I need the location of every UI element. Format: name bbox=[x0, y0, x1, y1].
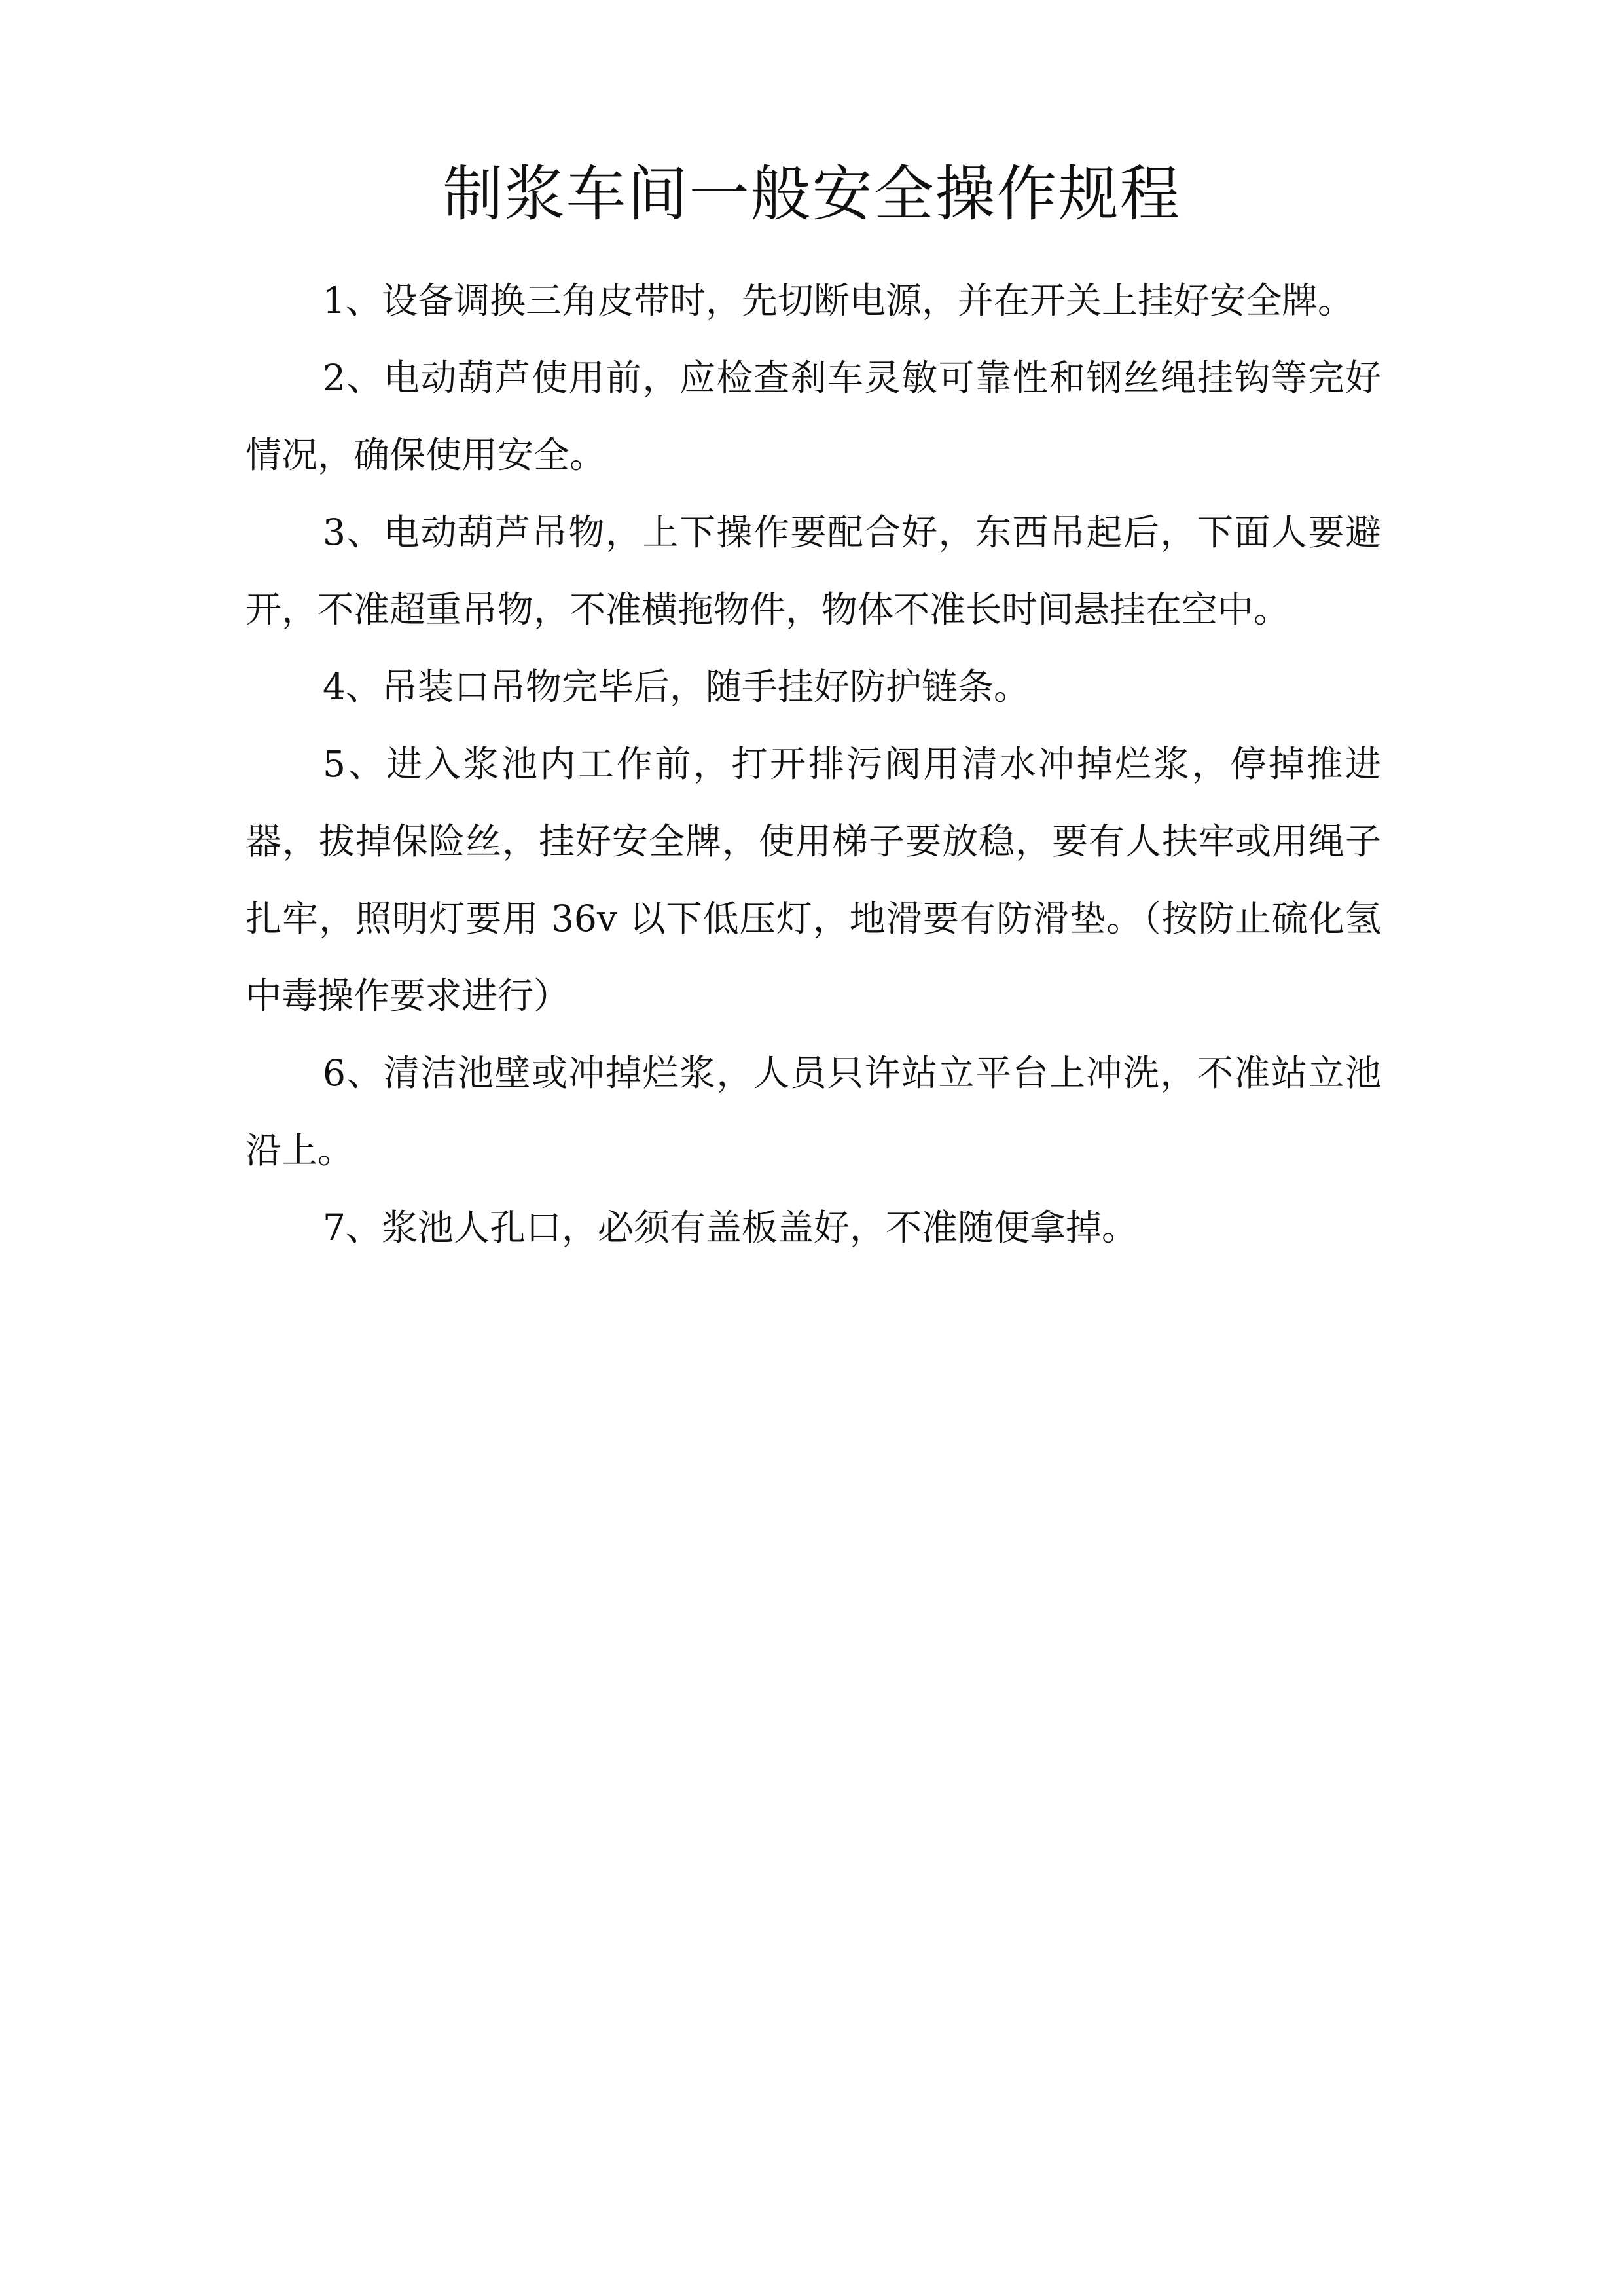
rule-paragraph-6: 6、清洁池壁或冲掉烂浆，人员只许站立平台上冲洗，不准站立池沿上。 bbox=[245, 1052, 1381, 1171]
document-body bbox=[245, 262, 1381, 1266]
rule-paragraph-4: 4、吊装口吊物完毕后，随手挂好防护链条。 bbox=[323, 666, 1030, 708]
rule-paragraph-5: 5、进入浆池内工作前，打开排污阀用清水冲掉烂浆，停掉推进器，拔掉保险丝，挂好安全牌，使用梯子要放稳，要有人扶牢或用绳子扎牢，照明灯要用 36v 以下低压灯，地滑要有防滑垫。（按防止硫化氢中毒操作要求进行） bbox=[245, 743, 1381, 1017]
rule-paragraph-2: 2、电动葫芦使用前，应检查刹车灵敏可靠性和钢丝绳挂钩等完好情况，确保使用安全。 bbox=[245, 357, 1381, 476]
document-title: 制浆车间一般安全操作规程 bbox=[442, 159, 1182, 229]
rule-paragraph-7: 7、浆池人孔口，必须有盖板盖好，不准随便拿掉。 bbox=[323, 1207, 1138, 1248]
rule-paragraph-1: 1、设备调换三角皮带时，先切断电源，并在开关上挂好安全牌。 bbox=[323, 280, 1354, 321]
rule-paragraph-3: 3、电动葫芦吊物，上下操作要配合好，东西吊起后，下面人要避开，不准超重吊物，不准横拖物件，物体不准长时间悬挂在空中。 bbox=[245, 511, 1381, 630]
